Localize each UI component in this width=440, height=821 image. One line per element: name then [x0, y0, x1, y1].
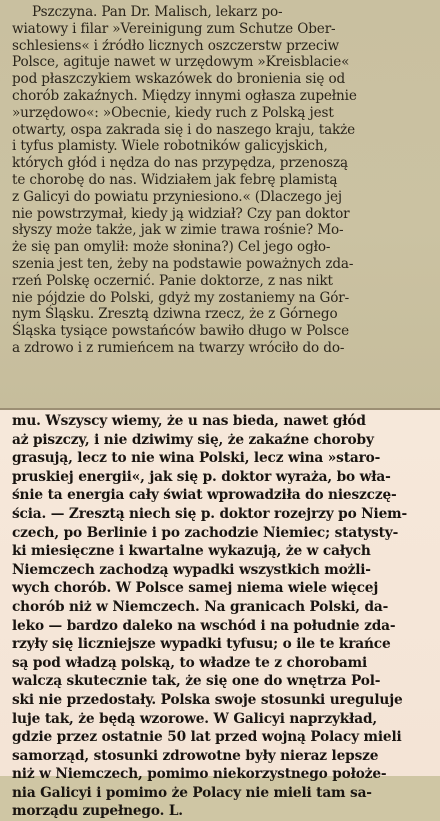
text-line: walczą skutecznie tak, że się one do wnętrza Pol-	[12, 673, 381, 690]
text-line: szenia jest ten, żeby na podstawie poważnych zda-	[12, 255, 354, 272]
text-line: samorząd, stosunki zdrowotne były nieraz lepsze	[12, 747, 379, 764]
text-line: rzyły się liczniejsze wypadki tyfusu; o ile te krańce	[12, 636, 391, 653]
text-line: są pod władzą polską, to władze te z chorobami	[12, 654, 368, 671]
article-text-bottom	[12, 412, 430, 821]
text-line: Śląska tysiące powstańców bawiło długo w Polsce	[12, 323, 349, 340]
text-line: ki miesięczne i kwartalne wykazują, że w całych	[12, 543, 371, 560]
text-line: nie powstrzymał, kiedy ją widział? Czy pan doktor	[12, 205, 350, 222]
text-line: słyszy może także, jak w zimie trawa rośnie? Mo-	[12, 222, 344, 239]
text-line: te chorobę do nas. Widziałem jak febrę plamistą	[12, 171, 338, 188]
text-line: ski nie przedostały. Polska swoje stosunki ureguluje	[12, 691, 403, 708]
text-line: których głód i nędza do nas przypędza, przenoszą	[12, 155, 348, 172]
text-line: i tyfus plamisty. Wiele robotników galicyjskich,	[12, 138, 328, 155]
text-line: chorób zakaźnych. Między innymi ogłasza zupełnie	[12, 87, 357, 104]
text-line: Pszczyna. Pan Dr. Malisch, lekarz po-	[32, 4, 283, 20]
text-line: wiatowy i filar »Vereinigung zum Schutze Ober-	[12, 20, 336, 37]
text-line: grasują, lecz to nie wina Polski, lecz wina »staro-	[12, 450, 381, 467]
text-line: aż piszczy, i nie dziwimy się, że zakaźne choroby	[12, 431, 374, 448]
text-line: a zdrowo i z rumieńcem na twarzy wróciło do do-	[12, 339, 345, 356]
newspaper-clipping-bottom	[0, 410, 440, 820]
text-line: gdzie przez ostatnie 50 lat przed wojną Polacy mieli	[12, 729, 402, 746]
text-line: niż w Niemczech, pomimo niekorzystnego położe-	[12, 766, 387, 783]
text-line: rzeń Polskę oczernić. Panie doktorze, z nas nikt	[12, 272, 333, 289]
text-line: luje tak, że będą wzorowe. W Galicyi naprzykład,	[12, 710, 377, 727]
text-line: schlesiens« i źródło licznych oszczerstw przeciw	[12, 37, 340, 54]
text-line: nie pójdzie do Polski, gdyż my zostaniemy na Gór-	[12, 289, 350, 306]
text-line: ścia. — Zresztą niech się p. doktor rozejrzy po Niem-	[12, 505, 408, 522]
text-line: z Galicyi do powiatu przyniesiono.« (Dlaczego jej	[12, 188, 342, 205]
text-line: otwarty, ospa zakrada się i do naszego kraju, także	[12, 121, 356, 138]
text-line: chorób niż w Niemczech. Na granicach Polski, da-	[12, 598, 389, 615]
text-line: morządu zupełnego. L.	[12, 803, 183, 820]
text-line: nia Galicyi i pomimo że Polacy nie mieli tam sa-	[12, 784, 372, 801]
text-line: leko — bardzo daleko na wschód i na południe zda-	[12, 617, 396, 634]
newspaper-clipping-top	[0, 0, 440, 410]
text-line: pruskiej energii«, jak się p. doktor wyraża, bo wła-	[12, 468, 391, 485]
text-line: śnie ta energia cały świat wprowadziła do nieszczę-	[12, 487, 397, 504]
article-text-top	[12, 4, 430, 357]
text-line: nym Śląsku. Zresztą dziwna rzecz, że z Górnego	[12, 306, 338, 323]
text-line: »urzędowo«: »Obecnie, kiedy ruch z Polską jest	[12, 104, 334, 121]
text-line: Polsce, agituje nawet w urzędowym »Kreisblacie«	[12, 54, 350, 71]
text-line: Niemczech zachodzą wypadki wszystkich możli-	[12, 561, 371, 578]
text-line: czech, po Berlinie i po zachodzie Niemiec; statysty-	[12, 524, 399, 541]
text-line: mu. Wszyscy wiemy, że u nas bieda, nawet głód	[12, 413, 366, 429]
text-line: pod płaszczykiem wskazówek do bronienia się od	[12, 71, 346, 88]
text-line: że się pan omylił: może słonina?) Cel jego ogło-	[12, 239, 331, 256]
text-line: wych chorób. W Polsce samej niema wiele więcej	[12, 580, 379, 597]
